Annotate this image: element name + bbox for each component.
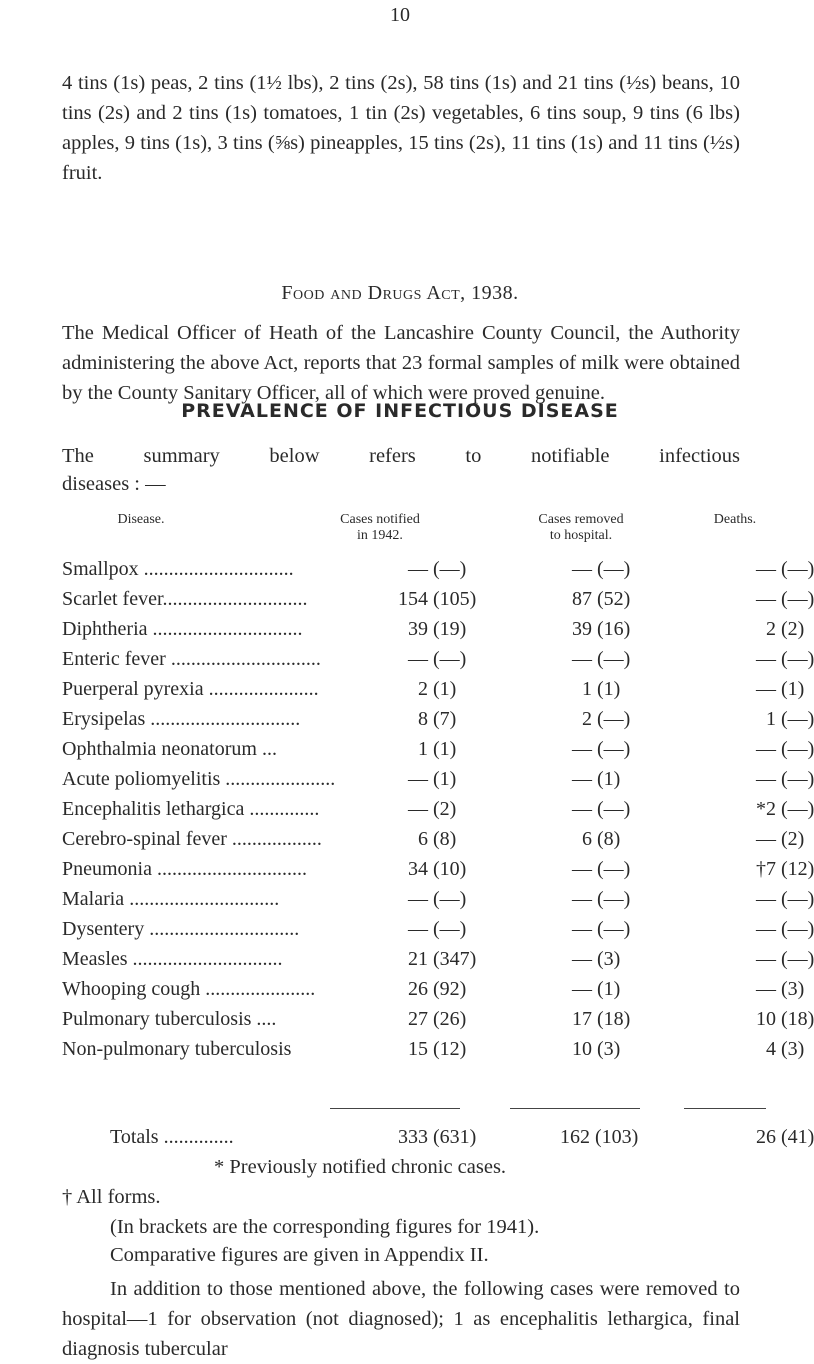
totals-removed: 162 (103) xyxy=(560,1126,639,1148)
note-appendix: Comparative figures are given in Appendix II. xyxy=(110,1244,489,1266)
deaths: *2 (—) xyxy=(756,798,814,820)
deaths: 2 (2) xyxy=(766,618,805,640)
totals-rule-removed xyxy=(510,1108,640,1109)
cases-removed: — (—) xyxy=(572,738,631,760)
cases-notified: — (—) xyxy=(408,888,467,910)
disease-name: Whooping cough ...................... xyxy=(62,978,316,1000)
table-row xyxy=(62,858,814,888)
disease-name: Measles .............................. xyxy=(62,948,283,970)
disease-name: Puerperal pyrexia ...................... xyxy=(62,678,319,700)
deaths: — (—) xyxy=(756,768,814,790)
totals-notified: 333 (631) xyxy=(398,1126,477,1148)
food-drugs-heading: Food and Drugs Act, 1938. xyxy=(281,282,519,304)
closing-paragraph: In addition to those mentioned above, the following cases were removed to hospital—1 for observation (not diagnosed); 1 as encephalitis lethargica, final diagnosis tubercular xyxy=(62,1278,740,1360)
cases-removed: 10 (3) xyxy=(572,1038,621,1060)
disease-name: Dysentery .............................. xyxy=(62,918,300,940)
cases-notified: — (2) xyxy=(408,798,457,820)
cases-removed: 2 (—) xyxy=(582,708,631,730)
disease-name: Malaria .............................. xyxy=(62,888,280,910)
deaths: 4 (3) xyxy=(766,1038,805,1060)
prevalence-heading: PREVALENCE OF INFECTIOUS DISEASE xyxy=(181,400,619,422)
footnote-dagger: † All forms. xyxy=(62,1186,161,1208)
cases-removed: — (1) xyxy=(572,768,621,790)
disease-name: Cerebro-spinal fever .................. xyxy=(62,828,322,850)
col-header-deaths: Deaths. xyxy=(713,512,757,527)
disease-name: Enteric fever .............................. xyxy=(62,648,321,670)
disease-name: Erysipelas .............................. xyxy=(62,708,301,730)
summary-line-2: diseases : — xyxy=(62,473,166,495)
cases-removed: — (—) xyxy=(572,858,631,880)
cases-removed: — (—) xyxy=(572,888,631,910)
totals-label: Totals .............. xyxy=(110,1126,234,1148)
table-row xyxy=(62,1038,805,1068)
cases-notified: — (1) xyxy=(408,768,457,790)
deaths: — (—) xyxy=(756,648,814,670)
disease-name: Diphtheria .............................. xyxy=(62,618,303,640)
footnote-star: * Previously notified chronic cases. xyxy=(214,1156,507,1178)
cases-notified: 26 (92) xyxy=(408,978,467,1000)
cases-notified: 27 (26) xyxy=(408,1008,467,1030)
cases-notified: 154 (105) xyxy=(398,588,477,610)
totals-rule-deaths xyxy=(684,1108,766,1109)
page-number: 10 xyxy=(390,4,410,26)
deaths: — (1) xyxy=(756,678,805,700)
table-row xyxy=(62,708,814,738)
cases-removed: — (1) xyxy=(572,978,621,1000)
cases-removed: — (—) xyxy=(572,558,631,580)
cases-notified: 8 (7) xyxy=(418,708,457,730)
deaths: †7 (12) xyxy=(756,858,814,880)
cases-notified: 6 (8) xyxy=(418,828,457,850)
deaths: — (—) xyxy=(756,588,814,610)
col-header-disease: Disease. xyxy=(117,512,165,527)
cases-removed: 1 (1) xyxy=(582,678,621,700)
disease-name: Ophthalmia neonatorum ... xyxy=(62,738,277,760)
cases-removed: — (—) xyxy=(572,648,631,670)
disease-name: Scarlet fever............................. xyxy=(62,588,308,610)
tins-paragraph: 4 tins (1s) peas, 2 tins (1½ lbs), 2 tins (2s), 58 tins (1s) and 21 tins (½s) beans, 10 tins (2s) and 2 tins (1s) tomatoes, 1 tin (2s) vegetables, 6 tins soup, 9 tins (6 lbs) apples, 9 tins (1s), 3 tins (⅝s) pineapples, 15 tins (2s), 11 tins (1s) and 11 tins (½s) fruit. xyxy=(62,72,740,184)
disease-name: Smallpox .............................. xyxy=(62,558,294,580)
table-row xyxy=(62,738,814,768)
cases-notified: — (—) xyxy=(408,918,467,940)
deaths: — (3) xyxy=(756,978,805,1000)
table-row xyxy=(62,588,814,618)
deaths: 10 (18) xyxy=(756,1008,814,1030)
table-row xyxy=(62,618,805,648)
disease-name: Acute poliomyelitis ...................... xyxy=(62,768,336,790)
disease-name: Pneumonia .............................. xyxy=(62,858,307,880)
cases-removed: 6 (8) xyxy=(582,828,621,850)
cases-notified: 2 (1) xyxy=(418,678,457,700)
table-row xyxy=(62,888,814,918)
table-row xyxy=(62,978,805,1008)
cases-notified: 1 (1) xyxy=(418,738,457,760)
cases-removed: 17 (18) xyxy=(572,1008,631,1030)
table-row xyxy=(62,1008,814,1038)
deaths: — (—) xyxy=(756,738,814,760)
food-drugs-paragraph: The Medical Officer of Heath of the Lancashire County Council, the Authority administering the above Act, reports that 23 formal samples of milk were obtained by the County Sanitary Officer, all of which were proved genuine. xyxy=(62,322,740,404)
disease-name: Encephalitis lethargica .............. xyxy=(62,798,320,820)
totals-rule-notified xyxy=(330,1108,460,1109)
disease-name: Pulmonary tuberculosis .... xyxy=(62,1008,277,1030)
totals-row xyxy=(62,1126,814,1156)
cases-removed: 87 (52) xyxy=(572,588,631,610)
col-header-removed: Cases removed to hospital. xyxy=(538,512,624,543)
table-row xyxy=(62,678,805,708)
table-row xyxy=(62,918,814,948)
cases-notified: 39 (19) xyxy=(408,618,467,640)
cases-notified: — (—) xyxy=(408,558,467,580)
summary-line-1: The summary below refers to notifiable infectious xyxy=(62,445,740,467)
summary-intro xyxy=(62,442,740,498)
cases-notified: 15 (12) xyxy=(408,1038,467,1060)
table-row xyxy=(62,648,814,678)
table-row xyxy=(62,948,814,978)
deaths: — (—) xyxy=(756,948,814,970)
cases-removed: 39 (16) xyxy=(572,618,631,640)
deaths: — (2) xyxy=(756,828,805,850)
deaths: — (—) xyxy=(756,558,814,580)
table-row xyxy=(62,798,814,828)
note-brackets: (In brackets are the corresponding figures for 1941). xyxy=(110,1216,540,1238)
totals-deaths: 26 (41) xyxy=(756,1126,814,1148)
deaths: 1 (—) xyxy=(766,708,814,730)
disease-name: Non-pulmonary tuberculosis xyxy=(62,1038,292,1060)
table-row xyxy=(62,558,814,588)
cases-removed: — (—) xyxy=(572,798,631,820)
col-header-notified: Cases notified in 1942. xyxy=(340,512,420,543)
cases-notified: — (—) xyxy=(408,648,467,670)
table-row xyxy=(62,828,805,858)
table-row xyxy=(62,768,814,798)
cases-removed: — (—) xyxy=(572,918,631,940)
cases-notified: 34 (10) xyxy=(408,858,467,880)
deaths: — (—) xyxy=(756,918,814,940)
deaths: — (—) xyxy=(756,888,814,910)
cases-removed: — (3) xyxy=(572,948,621,970)
cases-notified: 21 (347) xyxy=(408,948,477,970)
